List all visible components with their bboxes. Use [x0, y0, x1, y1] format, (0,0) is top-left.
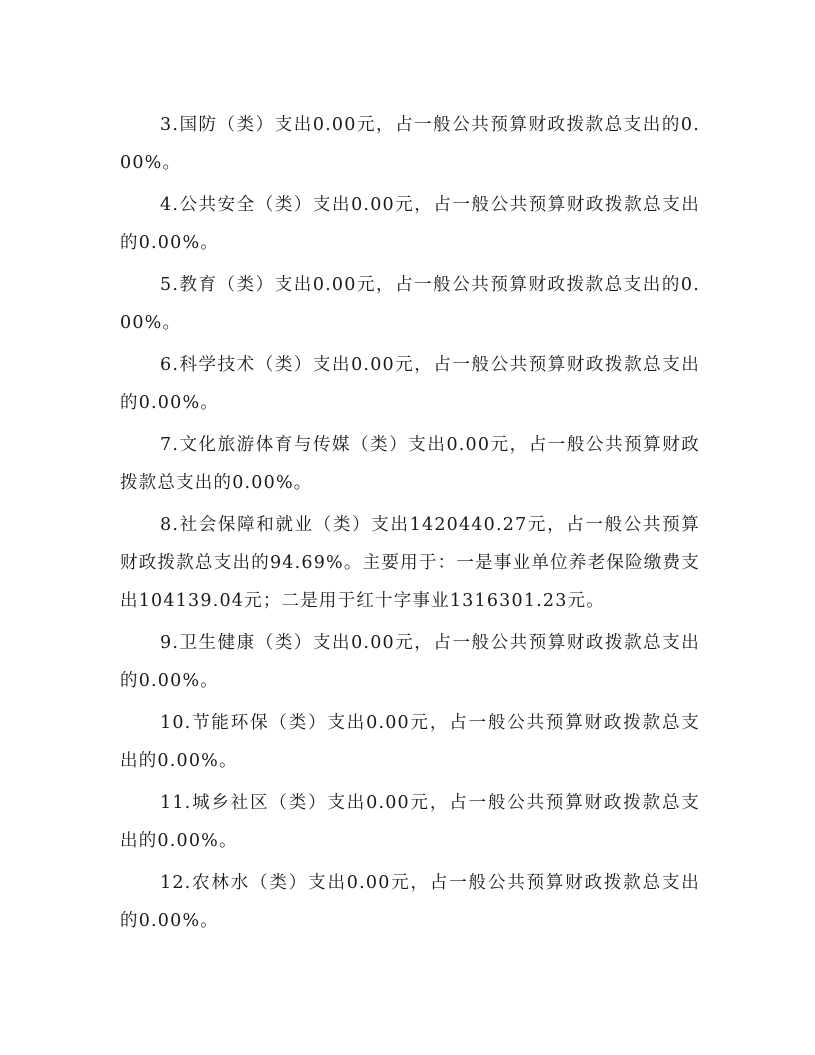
paragraph-urban-rural-community-expenditure: 11.城乡社区（类）支出0.00元，占一般公共预算财政拨款总支出的0.00%。 — [120, 793, 700, 851]
paragraph-energy-environment-expenditure: 10.节能环保（类）支出0.00元，占一般公共预算财政拨款总支出的0.00%。 — [120, 713, 700, 771]
paragraph-public-safety-expenditure: 4.公共安全（类）支出0.00元，占一般公共预算财政拨款总支出的0.00%。 — [120, 195, 700, 253]
paragraph-social-security-employment-expenditure: 8.社会保障和就业（类）支出1420440.27元，占一般公共预算财政拨款总支出的94.69%。主要用于：一是事业单位养老保险缴费支出104139.04元；二是用于红十字事业1316301.23元。 — [120, 515, 700, 611]
paragraph-science-technology-expenditure: 6.科学技术（类）支出0.00元，占一般公共预算财政拨款总支出的0.00%。 — [120, 355, 700, 413]
paragraph-culture-tourism-sports-media-expenditure: 7.文化旅游体育与传媒（类）支出0.00元，占一般公共预算财政拨款总支出的0.00%。 — [120, 435, 700, 493]
paragraph-education-expenditure: 5.教育（类）支出0.00元，占一般公共预算财政拨款总支出的0.00%。 — [120, 275, 700, 333]
paragraph-defense-expenditure: 3.国防（类）支出0.00元，占一般公共预算财政拨款总支出的0.00%。 — [120, 115, 700, 173]
paragraph-agriculture-forestry-water-expenditure: 12.农林水（类）支出0.00元，占一般公共预算财政拨款总支出的0.00%。 — [120, 873, 700, 931]
document-body — [120, 106, 700, 940]
paragraph-health-expenditure: 9.卫生健康（类）支出0.00元，占一般公共预算财政拨款总支出的0.00%。 — [120, 633, 700, 691]
